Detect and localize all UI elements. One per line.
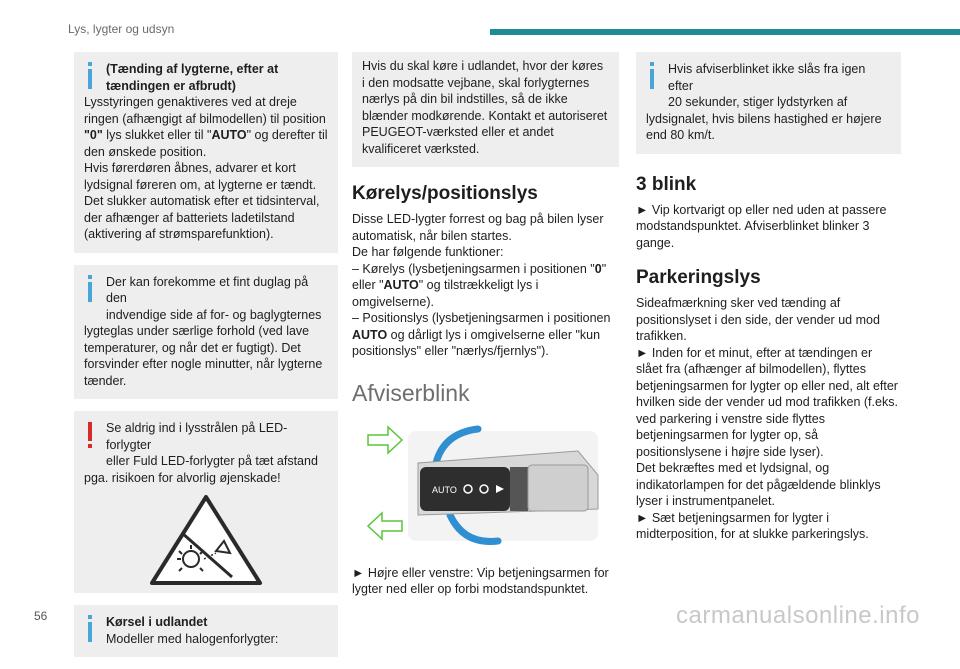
info-box-line2: 20 sekunder, stiger lydstyrken af	[668, 95, 848, 109]
info-box-text: lydsignalet, hvis bilens hastighed er højere end 80 km/t.	[646, 111, 882, 142]
afviserblink-caption: ► Højre eller venstre: Vip betjeningsarmen for lygter ned eller op forbi modstandspunktet.	[352, 565, 609, 596]
info-box-line1: Hvis afviserblinket ikke slås fra igen efter	[668, 62, 866, 93]
info-icon	[85, 62, 95, 92]
info-box-lights-after-ignition	[74, 52, 338, 253]
info-box-title-line2: tændingen er afbrudt)	[106, 78, 236, 93]
no-look-at-light-icon	[146, 493, 266, 589]
chapter-title: Lys, lygter og udsyn	[68, 22, 175, 36]
section-parkeringslys-text: Sideafmærkning sker ved tænding af positionslyset i den side, der vender ud mod trafikken. ► Inden for et minut, efter at tændingen er slået fra (afhænger af bilmodellen), flyttes betjeningsarmen for lygter op eller ned, alt efter hvilken side der vender ud mod trafikken (f.eks. ved parkering i venstre side flyttes betjeningsarmen for lygter op, så positionslysene i højre side lyser). Det bekræftes med et lydsignal, og indikatorlampen for det pågældende blinklys lyser i instrumentpanelet. ► Sæt betjeningsarmen for lygter i midterposition, for at slukke parkeringslys.	[636, 296, 898, 541]
info-box-condensation	[74, 265, 338, 400]
page-number: 56	[34, 609, 48, 623]
column-middle	[352, 52, 619, 598]
svg-text:AUTO: AUTO	[432, 484, 457, 495]
heading-afviserblink: Afviserblink	[352, 379, 470, 406]
section-3-blink-text: ► Vip kortvarigt op eller ned uden at passere modstandspunktet. Afviserblinket blinker 3 gange.	[636, 202, 887, 250]
info-box-text: lygteglas under særlige forhold (ved lave temperaturer, og når det er fugtigt). Det forsvinder efter nogle minutter, når lygterne tænder.	[84, 324, 323, 388]
watermark: carmanualsonline.info	[676, 602, 920, 629]
info-box-text: Modeller med halogenforlygter:	[106, 631, 279, 646]
info-box-text: Hvis du skal køre i udlandet, hvor der køres i den modsatte vejbane, skal forlygternes nærlys på din bil indstilles, så de ikke blænder modkørende. Kontakt et autoriseret PEUGEOT-værksted eller et andet kvalificeret værksted.	[362, 59, 608, 156]
column-left	[74, 52, 338, 669]
section-kørelys-text: Disse LED-lygter forrest og bag på bilen lyser automatisk, når bilen startes. De har følgende funktioner: – Kørelys (lysbetjeningsarmen i positionen "0" eller "AUTO" og tilstrækkeligt lys i omgivelserne). – Positionslys (lysbetjeningsarmen i positionen AUTO og dårligt lys i omgivelserne eller "kun positionslys" eller "nærlys/fjernlys").	[352, 212, 611, 358]
warning-line2: eller Fuld LED-forlygter på tæt afstand	[106, 454, 318, 468]
arrow-right-icon	[368, 427, 402, 453]
info-box-text-auto-off: Det slukker automatisk efter et tidsinterval, der afhænger af batteriets ladetilstand (aktivering af strømsparefunktion).	[84, 194, 320, 241]
warning-text: pga. risikoen for alvorlig øjenskade!	[84, 470, 281, 485]
info-box-line1: Der kan forekomme et fint duglag på den	[106, 274, 309, 305]
arrow-left-icon	[368, 513, 402, 539]
heading-kørelys: Kørelys/positionslys	[352, 183, 538, 204]
info-icon	[85, 275, 95, 305]
info-icon	[85, 615, 95, 645]
info-box-text-door: Hvis førerdøren åbnes, advarer et kort lydsignal føreren om, at lygterne er tændt.	[84, 161, 317, 192]
warning-box-led-eye-risk	[74, 411, 338, 593]
header-accent-bar	[490, 29, 960, 35]
info-box-continued	[352, 52, 619, 167]
warning-icon	[85, 422, 95, 452]
heading-3-blink: 3 blink	[636, 173, 697, 195]
column-right	[636, 52, 901, 543]
info-box-indicator-timeout	[636, 52, 901, 154]
info-box-driving-abroad	[74, 605, 338, 657]
info-box-line2: indvendige side af for- og baglygternes	[106, 307, 322, 322]
info-box-title: Kørsel i udlandet	[106, 615, 208, 629]
info-box-title-line1: (Tænding af lygterne, efter at	[106, 62, 279, 76]
heading-parkeringslys: Parkeringslys	[636, 267, 761, 288]
info-box-text: Lysstyringen genaktiveres ved at dreje ringen (afhængigt af bilmodellen) til position "0" lys slukket eller til "AUTO" og derefter til den ønskede position.	[84, 95, 328, 159]
turn-signal-stalk-illustration	[358, 423, 608, 553]
info-icon	[647, 62, 657, 92]
warning-line1: Se aldrig ind i lysstrålen på LED-forlygter	[106, 421, 288, 452]
